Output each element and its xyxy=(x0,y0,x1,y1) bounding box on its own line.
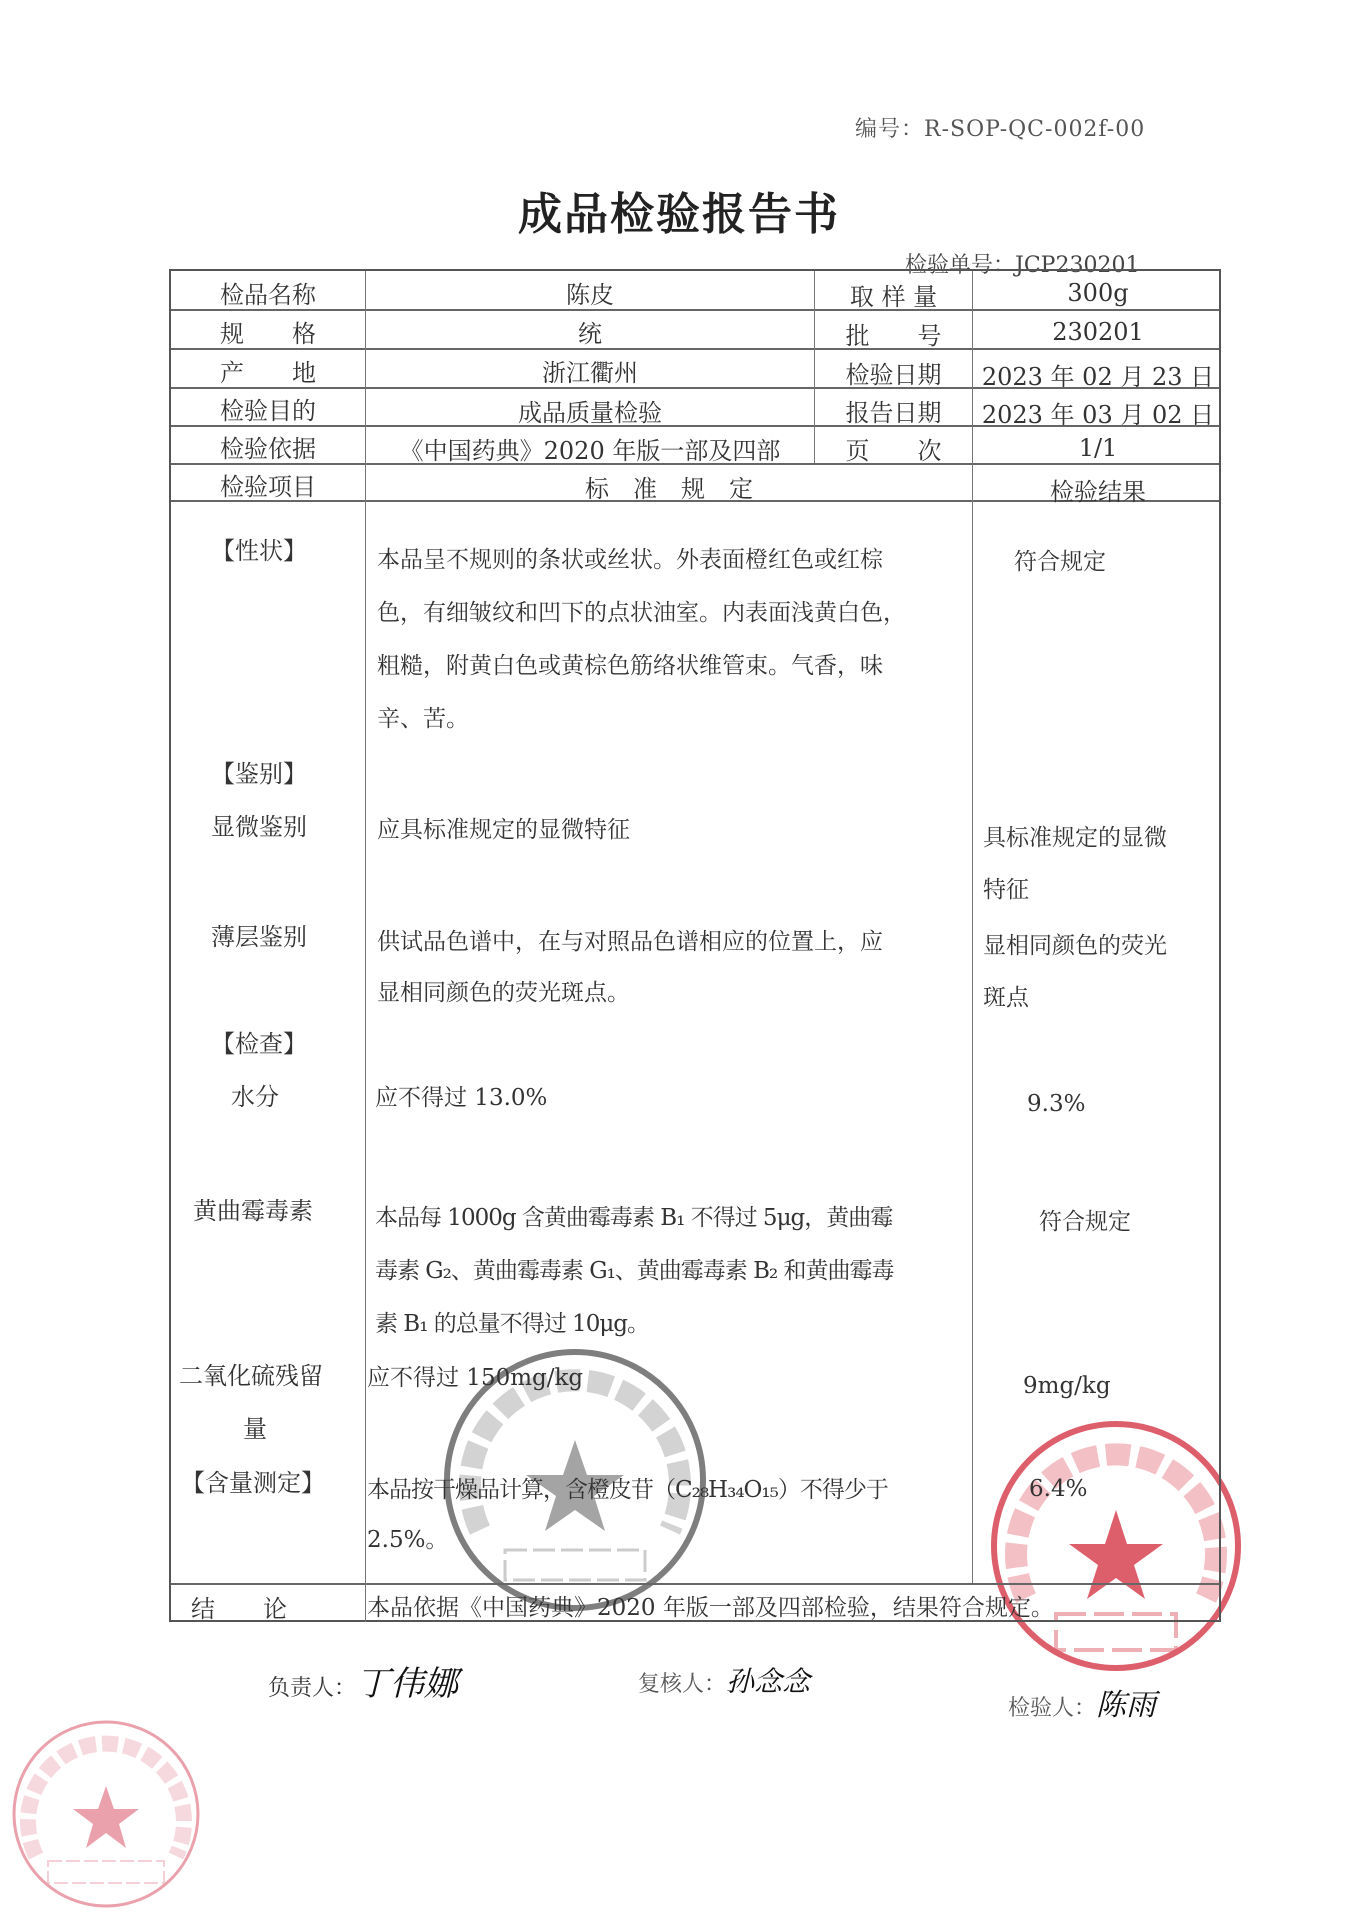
label-origin: 产 地 xyxy=(220,359,316,387)
item-so2: 量 xyxy=(243,1415,267,1443)
inspection-number: 检验单号：JCP230201 xyxy=(905,253,1140,278)
inspection-date: 2023 年 02 月 23 日 xyxy=(981,363,1215,391)
result-microscopic: 具标准规定的显微 xyxy=(983,825,1167,851)
signature-reviewer xyxy=(638,1660,810,1700)
batch-number: 230201 xyxy=(1052,318,1144,346)
report-table xyxy=(169,269,1221,1622)
standard-line: 粗糙，附黄白色或黄棕色筋络状维管束。气香，味 xyxy=(377,653,883,679)
standard-line: 2.5%。 xyxy=(367,1527,449,1553)
signature-inspector xyxy=(1008,1680,1156,1724)
divider xyxy=(171,1583,1219,1585)
sample-name: 陈皮 xyxy=(566,281,614,309)
result-so2: 9mg/kg xyxy=(1023,1373,1111,1399)
responsible-label: 负责人： xyxy=(268,1676,357,1701)
item-inspection: 【检查】 xyxy=(211,1030,307,1058)
item-identification: 【鉴别】 xyxy=(211,760,307,788)
reviewer-label: 复核人： xyxy=(638,1672,727,1697)
label-sample-qty: 取 样 量 xyxy=(849,283,938,311)
item-appearance: 【性状】 xyxy=(211,537,307,565)
inspector-signature: 陈雨 xyxy=(1096,1688,1157,1723)
page-number: 1/1 xyxy=(1078,434,1118,462)
standard-line: 毒素 G₂、黄曲霉毒素 G₁、黄曲霉毒素 B₂ 和黄曲霉毒 xyxy=(375,1258,894,1284)
origin: 浙江衢州 xyxy=(542,359,638,387)
spec: 统 xyxy=(578,320,602,348)
label-page: 页 次 xyxy=(845,437,942,465)
document-number: 编号：R-SOP-QC-002f-00 xyxy=(855,117,1146,142)
standard-line: 应不得过 150mg/kg xyxy=(367,1365,584,1391)
item-so2: 二氧化硫残留 xyxy=(179,1362,323,1390)
standard-line: 色，有细皱纹和凹下的点状油室。内表面浅黄白色， xyxy=(377,600,906,626)
result-moisture: 9.3% xyxy=(1027,1091,1086,1117)
receiver-quality-stamp xyxy=(8,1716,204,1912)
label-sample-name: 检品名称 xyxy=(220,281,316,309)
result-aflatoxin: 符合规定 xyxy=(1039,1209,1131,1235)
label-report-date: 报告日期 xyxy=(845,399,942,427)
column-standard: 标 准 规 定 xyxy=(585,475,753,503)
conclusion-text: 本品依据《中国药典》2020 年版一部及四部检验，结果符合规定。 xyxy=(367,1595,1054,1621)
item-moisture: 水分 xyxy=(231,1083,279,1111)
signature-responsible xyxy=(268,1656,458,1705)
sample-qty: 300g xyxy=(1067,279,1129,307)
label-spec: 规 格 xyxy=(220,320,316,348)
page-title: 成品检验报告书 xyxy=(518,189,840,240)
standard-line: 辛、苦。 xyxy=(377,706,469,732)
purpose: 成品质量检验 xyxy=(518,399,662,427)
basis: 《中国药典》2020 年版一部及四部 xyxy=(399,437,781,465)
reviewer-signature: 孙念念 xyxy=(726,1665,811,1698)
result-microscopic: 特征 xyxy=(983,877,1029,903)
item-microscopic: 显微鉴别 xyxy=(211,813,307,841)
standard-line: 素 B₁ 的总量不得过 10μg。 xyxy=(375,1311,649,1337)
label-inspection-date: 检验日期 xyxy=(845,361,942,389)
standard-line: 本品呈不规则的条状或丝状。外表面橙红色或红棕 xyxy=(377,547,883,573)
column-item: 检验项目 xyxy=(220,473,316,501)
item-aflatoxin: 黄曲霉毒素 xyxy=(193,1197,313,1225)
standard-line: 本品每 1000g 含黄曲霉毒素 B₁ 不得过 5μg，黄曲霉 xyxy=(375,1205,893,1231)
inspector-label: 检验人： xyxy=(1008,1696,1097,1721)
label-basis: 检验依据 xyxy=(220,435,316,463)
standard-line: 应具标准规定的显微特征 xyxy=(377,817,630,843)
result-tlc: 显相同颜色的荧光 xyxy=(983,933,1167,959)
standard-line: 供试品色谱中，在与对照品色谱相应的位置上，应 xyxy=(377,929,883,955)
result-appearance: 符合规定 xyxy=(1014,549,1106,575)
label-purpose: 检验目的 xyxy=(220,397,316,425)
divider xyxy=(972,271,973,1583)
result-tlc: 斑点 xyxy=(983,985,1029,1011)
label-batch: 批 号 xyxy=(845,322,942,350)
report-date: 2023 年 03 月 02 日 xyxy=(981,401,1215,429)
column-result: 检验结果 xyxy=(1050,478,1146,506)
standard-line: 本品按干燥品计算，含橙皮苷（C₂₈H₃₄O₁₅）不得少于 xyxy=(367,1477,888,1503)
item-assay: 【含量测定】 xyxy=(181,1469,325,1497)
responsible-signature: 丁伟娜 xyxy=(356,1664,459,1704)
result-assay: 6.4% xyxy=(1029,1476,1088,1502)
conclusion-label: 结 论 xyxy=(191,1595,287,1623)
standard-line: 显相同颜色的荧光斑点。 xyxy=(377,980,630,1006)
item-tlc: 薄层鉴别 xyxy=(211,923,307,951)
standard-line: 应不得过 13.0% xyxy=(375,1085,548,1111)
